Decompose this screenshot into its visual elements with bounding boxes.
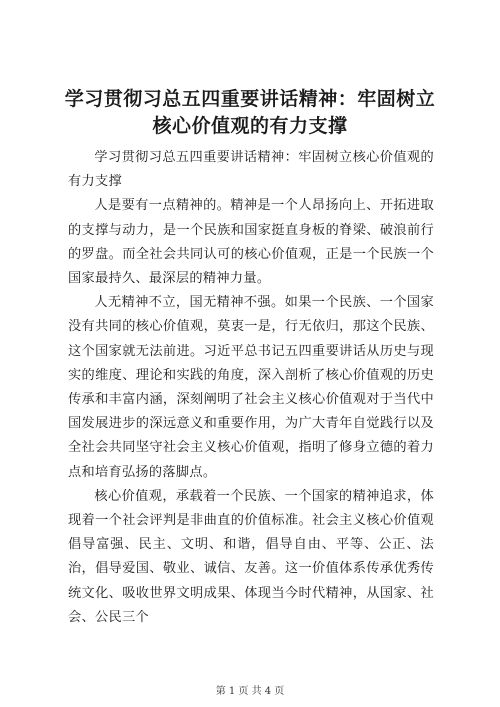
paragraph: 人无精神不立，国无精神不强。如果一个民族、一个国家没有共同的核心价值观，莫衷一是，行无依归，那这个民族、这个国家就无法前进。习近平总书记五四重要讲话从历史与现实的维度、理论和实践的角度，深入剖析了核心价值观的历史传承和丰富内涵，深刻阐明了社会主义核心价值观对于当代中国发展进步的深远意义和重要作用，为广大青年自觉践行以及全社会共同坚守社会主义核心价值观，指明了修身立德的着力点和培育弘扬的落脚点。 xyxy=(68,295,434,480)
paragraph: 核心价值观，承载着一个民族、一个国家的精神追求，体现着一个社会评判是非曲直的价值标准。社会主义核心价值观倡导富强、民主、文明、和谐，倡导自由、平等、公正、法治，倡导爱国、敬业、诚信、友善。这一价值体系传承优秀传统文化、吸收世界文明成果、体现当今时代精神，从国家、社会、公民三个 xyxy=(68,488,434,625)
paragraph: 人是要有一点精神的。精神是一个人昂扬向上、开拓进取的支撑与动力，是一个民族和国家挺直身板的脊梁、破浪前行的罗盘。而全社会共同认可的核心价值观，正是一个民族一个国家最持久、最深层的精神力量。 xyxy=(68,198,434,287)
document-body xyxy=(68,146,434,630)
page-number-footer: 第 1 页 共 4 页 xyxy=(215,686,285,697)
paragraph-subtitle: 学习贯彻习总五四重要讲话精神：牢固树立核心价值观的有力支撑 xyxy=(68,150,434,190)
document-title: 学习贯彻习总五四重要讲话精神：牢固树立核心价值观的有力支撑 xyxy=(64,88,436,137)
